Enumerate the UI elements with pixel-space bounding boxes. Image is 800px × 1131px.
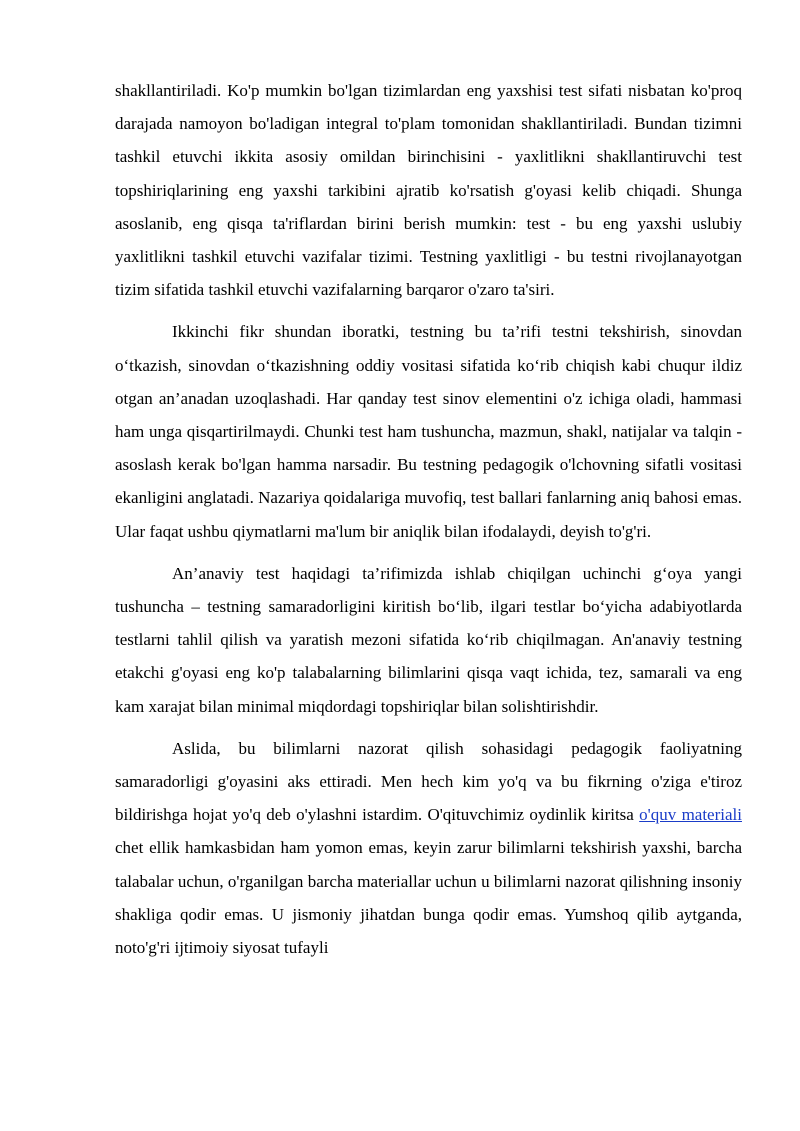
- document-page: [115, 74, 742, 973]
- paragraph-4-text-after-link: chet ellik hamkasbidan ham yomon emas, keyin zarur bilimlarni tekshirish yaxshi, barcha talabalar uchun, o'rganilgan barcha materiallar uchun u bilimlarni nazorat qilishning insoniy shakliga qodir emas. U jismoniy jihatdan bunga qodir emas. Yumshoq qilib aytganda, noto'g'ri ijtimoiy siyosat tufayli: [115, 838, 742, 958]
- paragraph-3: An’anaviy test haqidagi ta’rifimizda ishlab chiqilgan uchinchi g‘oya yangi tushuncha – testning samaradorligini kiritish bo‘lib, ilgari testlar bo‘yicha adabiyotlarda testlarni tahlil qilish va yaratish mezoni sifatida ko‘rib chiqilmagan. An'anaviy testning etakchi g'oyasi eng ko'p talabalarning bilimlarini qisqa vaqt ichida, tez, samarali va eng kam xarajat bilan minimal miqdordagi topshiriqlar bilan solishtirishdir.: [115, 563, 742, 716]
- paragraph-2: Ikkinchi fikr shundan iboratki, testning bu ta’rifi testni tekshirish, sinovdan o‘tkazish, sinovdan o‘tkazishning oddiy vositasi sifatida ko‘rib chiqish kabi chuqur ildiz otgan an’anadan uzoqlashadi. Har qanday test sinov elementini o'z ichiga oladi, hammasi ham unga qisqartirilmaydi. Chunki test ham tushuncha, mazmun, shakl, natijalar va talqin - asoslash kerak bo'lgan hamma narsadir. Bu testning pedagogik o'lchovning sifatli vositasi ekanligini anglatadi. Nazariya qoidalariga muvofiq, test ballari fanlarning aniq bahosi emas. Ular faqat ushbu qiymatlarni ma'lum bir aniqlik bilan ifodalaydi, deyish to'g'ri.: [115, 322, 742, 541]
- paragraph-4-text-before-link: Aslida, bu bilimlarni nazorat qilish sohasidagi pedagogik faoliyatning samaradorligi g'oyasini aks ettiradi. Men hech kim yo'q va bu fikrning o'ziga e'tiroz bildirishga hojat yo'q deb o'ylashni istardim. O'qituvchimiz oydinlik kiritsa: [115, 738, 742, 825]
- study-material-link[interactable]: o'quv materiali: [639, 805, 742, 825]
- paragraph-1: shakllantiriladi. Ko'p mumkin bo'lgan tizimlardan eng yaxshisi test sifati nisbatan ko'proq darajada namoyon bo'ladigan integral to'plam tomonidan shakllantiriladi. Bundan tizimni tashkil etuvchi ikkita asosiy omildan birinchisini - yaxlitlikni shakllantiruvchi test topshiriqlarining eng yaxshi tarkibini ajratib ko'rsatish g'oyasi kelib chiqadi. Shunga asoslanib, eng qisqa ta'riflardan birini berish mumkin: test - bu eng yaxshi uslubiy yaxlitlikni tashkil etuvchi vazifalar tizimi. Testning yaxlitligi - bu testni rivojlanayotgan tizim sifatida tashkil etuvchi vazifalarning barqaror o'zaro ta'siri.: [115, 81, 742, 300]
- paragraph-4: [115, 732, 742, 964]
